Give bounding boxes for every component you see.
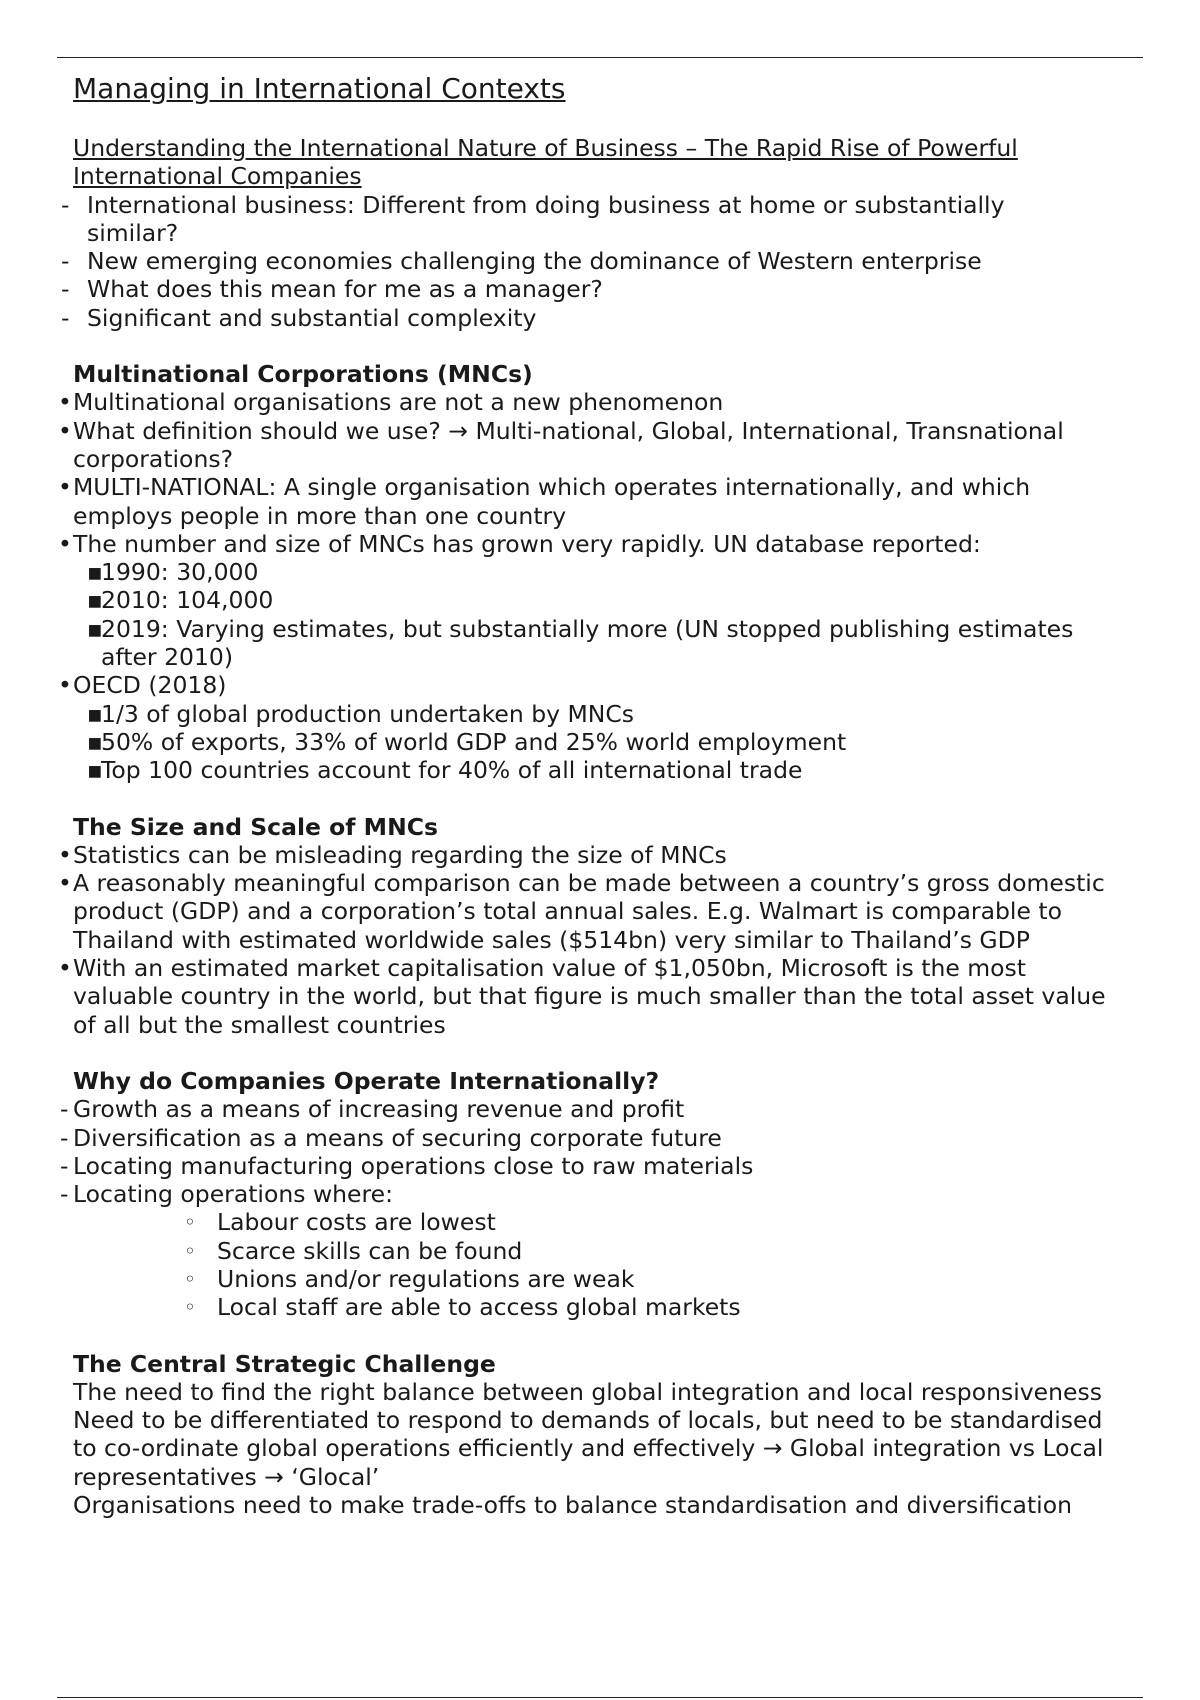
section4-sublist	[0, 1208, 1200, 1321]
list-item: - What does this mean for me as a manager?	[0, 275, 1087, 303]
top-rule	[57, 57, 1143, 58]
section2-sublist-oecd	[0, 700, 1200, 785]
section2-list	[0, 388, 1200, 558]
page-title: Managing in International Contexts	[73, 72, 566, 105]
paragraph: Organisations need to make trade-offs to balance standardisation and diversification	[73, 1491, 1072, 1520]
section2-list-oecd	[0, 671, 1200, 699]
list-item: • With an estimated market capitalisation value of $1,050bn, Microsoft is the most valuable country in the world, but that figure is much smaller than the total asset value of all but the smallest countries	[0, 954, 1113, 1039]
paragraph: Need to be differentiated to respond to demands of locals, but need to be standardised to co-ordinate global operations efficiently and effectively → Global integration vs Local representatives → ‘Glocal’	[73, 1406, 1104, 1491]
list-item: - Diversification as a means of securing corporate future	[0, 1124, 1083, 1152]
list-item: - Significant and substantial complexity	[0, 304, 1087, 332]
list-item: • MULTI-NATIONAL: A single organisation which operates internationally, and which employs people in more than one country	[0, 473, 1113, 530]
section4-list	[0, 1095, 1200, 1208]
list-item: • A reasonably meaningful comparison can be made between a country’s gross domestic product (GDP) and a corporation’s total annual sales. E.g. Walmart is comparable to Thailand with estimated worldwide sales ($514bn) very similar to Thailand’s GDP	[0, 869, 1113, 954]
section2-heading: Multinational Corporations (MNCs)	[73, 360, 533, 389]
list-item: • Statistics can be misleading regarding the size of MNCs	[0, 841, 1113, 869]
document-page	[0, 72, 1200, 1519]
sub-list-item: ▪ 50% of exports, 33% of world GDP and 25% world employment	[0, 728, 1111, 756]
section1-heading: Understanding the International Nature of Business – The Rapid Rise of Powerful International Companies	[73, 134, 1018, 191]
sub-list-item: ◦ Local staff are able to access global markets	[0, 1293, 1017, 1321]
sub-list-item: ◦ Scarce skills can be found	[0, 1237, 1017, 1265]
bottom-rule	[57, 1697, 1143, 1698]
list-item: - Locating operations where:	[0, 1180, 1083, 1208]
section2-sublist-un	[0, 558, 1200, 671]
list-item	[0, 530, 1113, 558]
sub-list-item: ◦ Unions and/or regulations are weak	[0, 1265, 1017, 1293]
section1-list	[0, 191, 1200, 332]
section3-heading: The Size and Scale of MNCs	[73, 812, 438, 841]
section5-heading: The Central Strategic Challenge	[73, 1349, 496, 1378]
sub-list-item: ▪ 1990: 30,000	[0, 558, 1111, 586]
section3-list	[0, 841, 1200, 1039]
list-item: • What definition should we use? → Multi-national, Global, International, Transnational corporations?	[0, 417, 1113, 474]
sub-list-item: ◦ Labour costs are lowest	[0, 1208, 1017, 1236]
sub-list-item: ▪ 2019: Varying estimates, but substantially more (UN stopped publishing estimates after 2010)	[0, 615, 1111, 672]
list-item: - Locating manufacturing operations close to raw materials	[0, 1152, 1083, 1180]
sub-list-item: ▪ 2010: 104,000	[0, 586, 1111, 614]
paragraph: The need to find the right balance between global integration and local responsiveness	[73, 1377, 1102, 1406]
list-item: - New emerging economies challenging the dominance of Western enterprise	[0, 247, 1087, 275]
list-item: • OECD (2018)	[0, 671, 1113, 699]
section4-heading: Why do Companies Operate Internationally?	[73, 1066, 660, 1095]
list-item: • Multinational organisations are not a new phenomenon	[0, 388, 1113, 416]
list-item: - International business: Different from doing business at home or substantially similar?	[0, 191, 1087, 248]
sub-list-item: ▪ 1/3 of global production undertaken by MNCs	[0, 700, 1111, 728]
sub-list-item: ▪ Top 100 countries account for 40% of all international trade	[0, 756, 1111, 784]
list-item: - Growth as a means of increasing revenue and profit	[0, 1095, 1083, 1123]
list-item-text: The number and size of MNCs has grown very rapidly. UN database reported:	[73, 529, 981, 558]
